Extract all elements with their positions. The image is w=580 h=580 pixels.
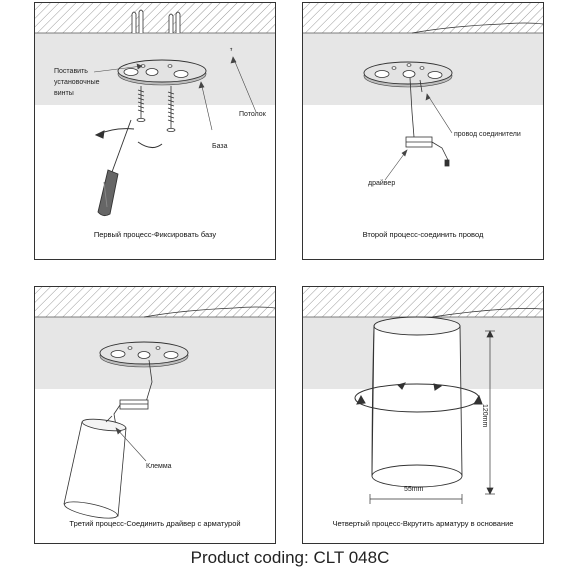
step-3-panel (34, 286, 276, 544)
product-coding: Product coding: CLT 048C (190, 548, 390, 567)
step-1-caption: Первый процесс-Фиксировать базу (93, 230, 217, 239)
step-3-illustration (34, 286, 276, 544)
base-plate (100, 342, 188, 367)
label-install-screws-1: Поставить (54, 68, 88, 75)
step-4-panel (302, 286, 544, 544)
ceiling-hatch (35, 3, 275, 33)
label-terminal: Клемма (146, 463, 172, 470)
label-ceiling: Потолок (239, 111, 266, 118)
label-base: База (212, 143, 228, 150)
base-plate (118, 60, 206, 85)
step-3-caption: Третий процесс-Соединить драйвер с арматурой (69, 519, 241, 528)
step-2-panel (302, 2, 544, 260)
step-1-illustration (34, 2, 276, 260)
label-install-screws-2: установочные (54, 79, 100, 86)
step-1-panel (34, 2, 276, 260)
label-driver: драйвер (368, 180, 396, 187)
cylinder-fixture (372, 317, 462, 487)
step-4-caption: Четвертый процесс-Вкрутить арматуру в основание (332, 519, 514, 528)
base-plate (364, 62, 452, 87)
label-connector-wire: провод соединители (454, 131, 521, 138)
label-height: 120mm (481, 404, 488, 428)
step-4-illustration (302, 286, 544, 544)
label-install-screws-3: винты (54, 90, 74, 97)
label-width: 55mm (404, 486, 424, 493)
step-2-caption: Второй процесс-соединить провод (362, 230, 484, 239)
